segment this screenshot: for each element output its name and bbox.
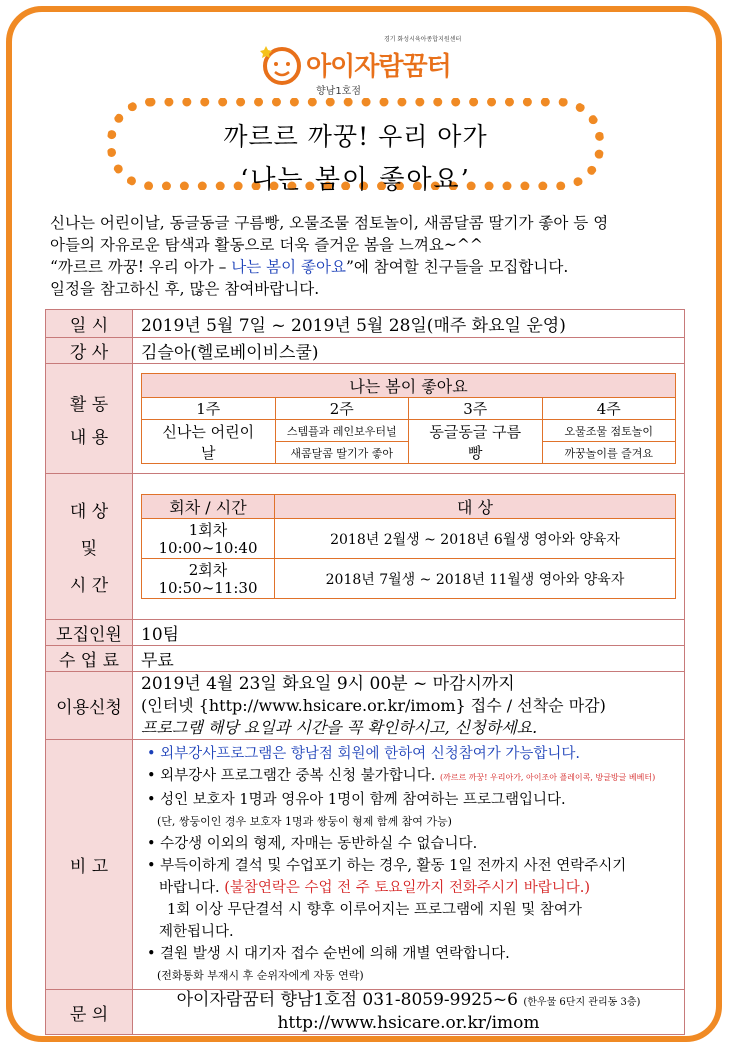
row-notes xyxy=(46,740,685,990)
note-5c: 1회 이상 무단결석 시 향후 이루어지는 프로그램에 지원 및 참여가 xyxy=(167,901,582,918)
week-1-activity: 신나는 어린이날 xyxy=(142,420,276,464)
note-5a: • 부득이하게 결석 및 수업포기 하는 경우, 활동 1일 전까지 사전 연락주시기 xyxy=(147,857,627,874)
row-teacher xyxy=(46,338,685,364)
session-2-target: 2018년 7월생 ~ 2018년 11월생 영아와 양육자 xyxy=(275,559,676,599)
intro-text xyxy=(50,212,690,300)
logo xyxy=(258,32,488,96)
capacity-value: 10팀 xyxy=(133,620,685,646)
note-5b-text: 바랍니다. xyxy=(159,879,225,896)
activity-label-1: 활 동 xyxy=(69,394,109,415)
note-5b-red: (불참연락은 수업 전 주 토요일까지 전화주시기 바랍니다.) xyxy=(224,879,590,896)
activity-label-2: 내 용 xyxy=(69,427,109,448)
note-6: • 결원 발생 시 대기자 접수 순번에 의해 개별 연락합니다. xyxy=(147,945,510,962)
intro-line3-c: ”에 참여할 친구들을 모집합니다. xyxy=(345,258,569,276)
teacher-label: 강 사 xyxy=(46,338,133,364)
contact-phone: 아이자람꿈터 향남1호점 031-8059-9925~6 xyxy=(176,990,518,1010)
info-table xyxy=(45,309,685,1035)
note-1: • 외부강사프로그램은 향남점 회원에 한하여 신청참여가 가능합니다. xyxy=(147,745,581,762)
note-5d: 제한됩니다. xyxy=(159,923,234,940)
week-4: 4주 xyxy=(542,398,676,420)
session-2 xyxy=(142,559,275,599)
intro-line3 xyxy=(50,256,690,278)
logo-org: 경기 화성시육아종합지원센터 xyxy=(384,36,462,43)
note-3-detail: (단, 쌍둥이인 경우 보호자 1명과 쌍둥이 형제 함께 참여 가능) xyxy=(157,814,452,828)
title-line1: 까르르 까꿍! 우리 아가 xyxy=(223,122,488,151)
intro-line2: 아들의 자유로운 탐색과 활동으로 더욱 즐거운 봄을 느껴요~^^ xyxy=(50,236,483,254)
notes-label: 비 고 xyxy=(46,740,133,990)
contact-address: (한우물 6단지 관리동 3층) xyxy=(523,997,641,1008)
note-2-text: • 외부강사 프로그램간 중복 신청 불가합니다. xyxy=(147,767,436,784)
child-face-icon xyxy=(260,42,304,86)
intro-line1: 신나는 어린이날, 동글동글 구름빵, 오물조물 점토놀이, 새콤달콤 딸기가 좋아 등 영 xyxy=(50,214,609,232)
fee-label: 수 업 료 xyxy=(46,646,133,672)
row-activity xyxy=(46,364,685,474)
row-apply xyxy=(46,672,685,740)
note-3: • 성인 보호자 1명과 영유아 1명이 함께 참여하는 프로그램입니다. xyxy=(147,791,566,808)
target-label xyxy=(46,474,133,620)
week-2: 2주 xyxy=(275,398,409,420)
row-date xyxy=(46,310,685,338)
session-2-time: 10:50~11:30 xyxy=(158,578,258,597)
date-label: 일 시 xyxy=(46,310,133,338)
session-1-time: 10:00~10:40 xyxy=(158,538,258,557)
note-4: • 수강생 이외의 형제, 자매는 동반하실 수 없습니다. xyxy=(147,835,478,852)
target-col-target: 대 상 xyxy=(275,495,676,519)
note-2 xyxy=(147,765,670,789)
logo-branch: 향남1호점 xyxy=(316,86,362,97)
note-2-detail: (까르르 까꿍! 우리아가, 아이조아 플레이콕, 방글방글 베베터) xyxy=(439,772,656,782)
capacity-label: 모집인원 xyxy=(46,620,133,646)
apply-label: 이용신청 xyxy=(46,672,133,740)
target-label-2: 및 xyxy=(80,539,98,559)
session-1-name: 1회차 xyxy=(188,520,228,539)
contact-value xyxy=(133,990,685,1035)
week-4-activity-a: 오물조물 점토놀이 xyxy=(542,420,676,442)
contact-url[interactable]: http://www.hsicare.or.kr/imom xyxy=(277,1013,540,1033)
session-2-name: 2회차 xyxy=(188,560,228,579)
note-6-detail: (전화통화 부재시 후 순위자에게 자동 연락) xyxy=(157,968,364,982)
date-value: 2019년 5월 7일 ~ 2019년 5월 28일(매주 화요일 운영) xyxy=(133,310,685,338)
logo-name: 아이자람꿈터 xyxy=(306,52,451,82)
intro-line4: 일정을 참고하신 후, 많은 참여바랍니다. xyxy=(50,280,320,298)
target-cell xyxy=(133,474,685,620)
apply-line2: (인터넷 {http://www.hsicare.or.kr/imom} 접수 / 선착순 마감) xyxy=(141,695,606,715)
title-box xyxy=(107,98,604,195)
apply-line1: 2019년 4월 23일 화요일 9시 00분 ~ 마감시까지 xyxy=(141,673,515,694)
week-4-activity-b: 까꿍놀이를 즐겨요 xyxy=(542,442,676,464)
apply-line3: 프로그램 해당 요일과 시간을 꼭 확인하시고, 신청하세요. xyxy=(141,717,538,737)
row-capacity xyxy=(46,620,685,646)
week-2-activity-b: 새콤달콤 딸기가 좋아 xyxy=(275,442,409,464)
target-label-3: 시 간 xyxy=(69,576,109,596)
week-3-activity: 동글동글 구름빵 xyxy=(409,420,543,464)
session-1 xyxy=(142,519,275,559)
activity-table xyxy=(141,373,676,464)
note-5b xyxy=(147,877,670,899)
apply-value xyxy=(133,672,685,740)
activity-label xyxy=(46,364,133,474)
intro-program-name: 나는 봄이 좋아요 xyxy=(231,258,346,276)
title-line2: ‘나는 봄이 좋아요’ xyxy=(240,165,471,195)
target-table xyxy=(141,494,676,599)
fee-value: 무료 xyxy=(133,646,685,672)
contact-label: 문 의 xyxy=(46,990,133,1035)
row-contact xyxy=(46,990,685,1035)
activity-header: 나는 봄이 좋아요 xyxy=(142,374,676,398)
contact-line1 xyxy=(141,990,676,1013)
row-fee xyxy=(46,646,685,672)
teacher-value: 김슬아(헬로베이비스쿨) xyxy=(133,338,685,364)
target-label-1: 대 상 xyxy=(69,502,109,522)
activity-cell xyxy=(133,364,685,474)
week-3: 3주 xyxy=(409,398,543,420)
target-col-session: 회차 / 시간 xyxy=(142,495,275,519)
intro-line3-a: “까르르 까꿍! 우리 아가 – xyxy=(50,258,232,276)
notes-value xyxy=(133,740,685,990)
week-1: 1주 xyxy=(142,398,276,420)
session-1-target: 2018년 2월생 ~ 2018년 6월생 영아와 양육자 xyxy=(275,519,676,559)
week-2-activity-a: 스템플과 레인보우터널 xyxy=(275,420,409,442)
row-target xyxy=(46,474,685,620)
